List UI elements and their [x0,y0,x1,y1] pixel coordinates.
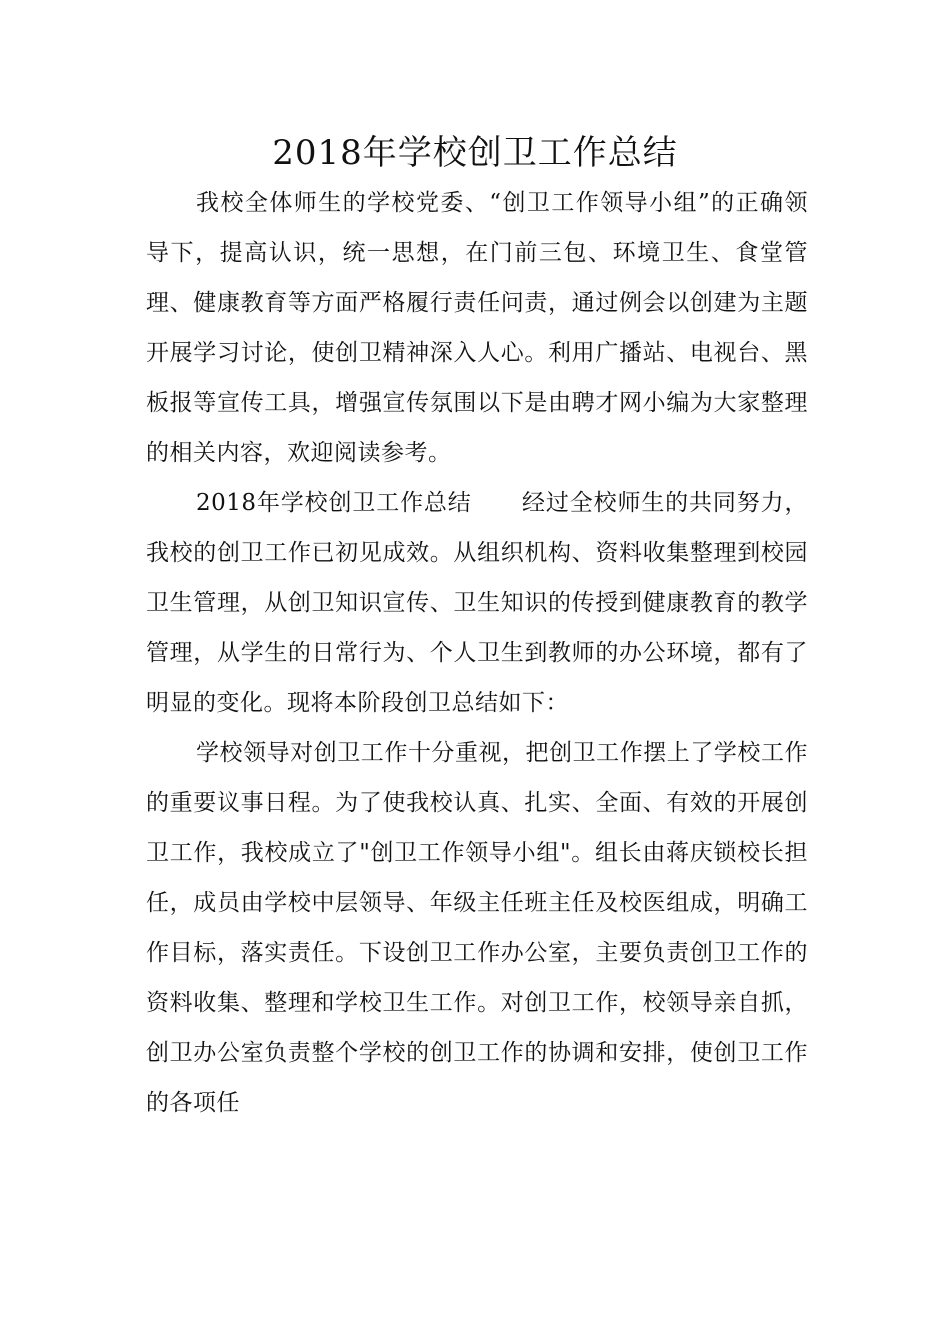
document-body [146,178,808,1128]
paragraph-3: 学校领导对创卫工作十分重视，把创卫工作摆上了学校工作的重要议事日程。为了使我校认真、扎实、全面、有效的开展创卫工作，我校成立了"创卫工作领导小组"。组长由蒋庆锁校长担任，成员由学校中层领导、年级主任班主任及校医组成，明确工作目标，落实责任。下设创卫工作办公室，主要负责创卫工作的资料收集、整理和学校卫生工作。对创卫工作，校领导亲自抓，创卫办公室负责整个学校的创卫工作的协调和安排，使创卫工作的各项任 [146,740,808,1116]
paragraph-1: 我校全体师生的学校党委、“创卫工作领导小组”的正确领导下，提高认识，统一思想，在门前三包、环境卫生、食堂管理、健康教育等方面严格履行责任问责，通过例会以创建为主题开展学习讨论，使创卫精神深入人心。利用广播站、电视台、黑板报等宣传工具，增强宣传氛围以下是由聘才网小编为大家整理的相关内容，欢迎阅读参考。 [146,190,808,466]
paragraph-2 [146,478,808,728]
document-title: 2018年学校创卫工作总结 [272,133,678,173]
inline-heading: 2018年学校创卫工作总结 [196,490,472,516]
paragraph-2-text: 经过全校师生的共同努力，我校的创卫工作已初见成效。从组织机构、资料收集整理到校园卫生管理，从创卫知识宣传、卫生知识的传授到健康教育的教学管理，从学生的日常行为、个人卫生到教师的办公环境，都有了明显的变化。现将本阶段创卫总结如下： [146,490,808,716]
